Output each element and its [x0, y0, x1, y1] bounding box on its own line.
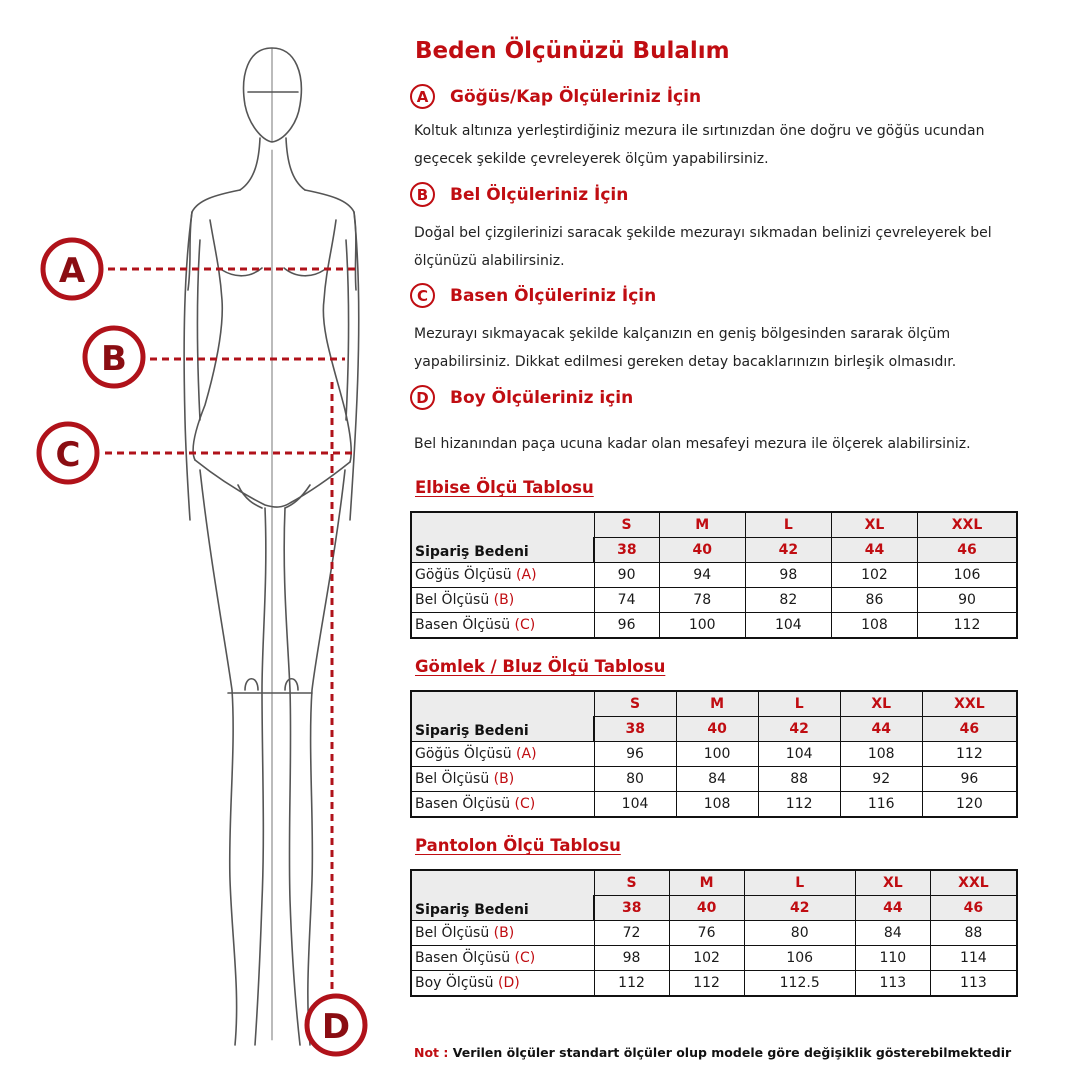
svg-text:A: A [58, 251, 86, 291]
table-row: Bel Ölçüsü (B) 74 78 82 86 90 [411, 588, 1017, 613]
table-row: Basen Ölçüsü (C) 104 108 112 116 120 [411, 792, 1017, 818]
figure-head [244, 48, 302, 142]
section-b-description: Doğal bel çizgilerinizi saracak şekilde mezurayı sıkmadan belinizi çevreleyerek bel ölçünüzü alabilirsiniz. [414, 225, 992, 269]
svg-text:C: C [55, 435, 81, 475]
dress-table-title: Elbise Ölçü Tablosu [415, 478, 594, 497]
size-letter-row: Sipariş Bedeni S M L XL XXL [411, 512, 1017, 538]
order-size-cell: Sipariş Bedeni [411, 870, 594, 921]
size-letter-row: Sipariş Bedeni S M L XL XXL [411, 691, 1017, 717]
shirt-size-table [410, 690, 1018, 818]
shirt-table-title: Gömlek / Bluz Ölçü Tablosu [415, 657, 666, 676]
body-measurement-figure [0, 0, 400, 1087]
page-title: Beden Ölçünüzü Bulalım [415, 38, 730, 64]
order-size-row: 38 40 42 44 46 [411, 896, 1017, 921]
size-letter-row: Sipariş Bedeni S M L XL XXL [411, 870, 1017, 896]
section-c-description: Mezurayı sıkmayacak şekilde kalçanızın en geniş bölgesinden sararak ölçüm yapabilirsiniz. Dikkat edilmesi gereken detay bacaklarınızın birleşik olmasıdır. [414, 326, 957, 370]
svg-text:B: B [101, 339, 127, 379]
marker-d [307, 996, 365, 1054]
section-d-heading [410, 385, 633, 410]
section-b-heading [410, 182, 628, 207]
letter-badge-d: D [410, 385, 435, 410]
order-size-row: 38 40 42 44 46 [411, 538, 1017, 563]
letter-badge-a: A [410, 84, 435, 109]
dress-size-table [410, 511, 1018, 639]
footnote-label: Not : [414, 1045, 449, 1060]
table-row: Bel Ölçüsü (B) 72 76 80 84 88 [411, 921, 1017, 946]
table-row: Göğüs Ölçüsü (A) 96 100 104 108 112 [411, 742, 1017, 767]
order-size-cell: Sipariş Bedeni [411, 691, 594, 742]
footnote-text: Verilen ölçüler standart ölçüler olup modele göre değişiklik gösterebilmektedir [452, 1045, 1012, 1060]
section-d-title: Boy Ölçüleriniz için [450, 387, 634, 408]
letter-badge-b: B [410, 182, 435, 207]
table-row: Bel Ölçüsü (B) 80 84 88 92 96 [411, 767, 1017, 792]
marker-c [39, 424, 97, 482]
trousers-table-title: Pantolon Ölçü Tablosu [415, 836, 621, 855]
order-size-cell: Sipariş Bedeni [411, 512, 594, 563]
svg-text:D: D [321, 1007, 351, 1047]
section-d-description: Bel hizanından paça ucuna kadar olan mesafeyi mezura ile ölçerek alabilirsiniz. [414, 436, 971, 452]
section-c-heading [410, 283, 656, 308]
marker-a [43, 240, 101, 298]
table-row: Basen Ölçüsü (C) 96 100 104 108 112 [411, 613, 1017, 639]
trousers-size-table [410, 869, 1018, 997]
section-a-title: Göğüs/Kap Ölçüleriniz İçin [450, 86, 702, 107]
section-c-title: Basen Ölçüleriniz İçin [450, 285, 657, 306]
section-b-title: Bel Ölçüleriniz İçin [450, 184, 629, 205]
table-row: Göğüs Ölçüsü (A) 90 94 98 102 106 [411, 563, 1017, 588]
order-size-row: 38 40 42 44 46 [411, 717, 1017, 742]
footnote [414, 1045, 1011, 1060]
section-a-description: Koltuk altınıza yerleştirdiğiniz mezura ile sırtınızdan öne doğru ve göğüs ucundan geçecek şekilde çevreleyerek ölçüm yapabilirsiniz. [414, 123, 985, 167]
letter-badge-c: C [410, 283, 435, 308]
section-a-heading [410, 84, 701, 109]
marker-b [85, 328, 143, 386]
table-row: Basen Ölçüsü (C) 98 102 106 110 114 [411, 946, 1017, 971]
table-row: Boy Ölçüsü (D) 112 112 112.5 113 113 [411, 971, 1017, 997]
